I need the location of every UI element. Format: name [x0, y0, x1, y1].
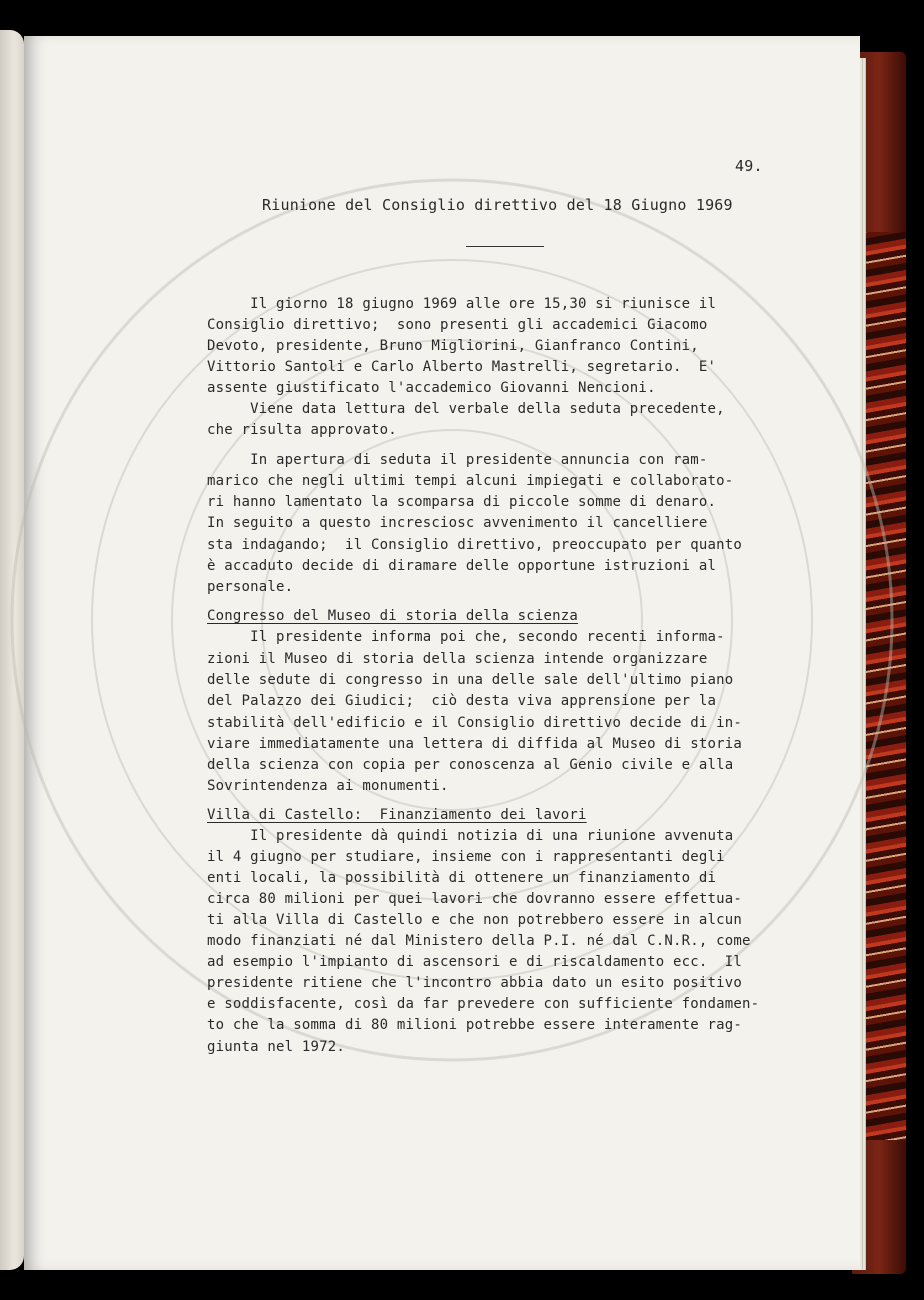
body-line: circa 80 milioni per quei lavori che dovranno essere effettua-	[207, 891, 742, 907]
body-line: modo finanziati né dal Ministero della P.I. né dal C.N.R., come	[207, 933, 751, 949]
body-line: sta indagando; il Consiglio direttivo, preoccupato per quanto	[207, 537, 742, 553]
body-line: Il presidente dà quindi notizia di una riunione avvenuta	[207, 828, 734, 844]
body-line: delle sedute di congresso in una delle sale dell'ultimo piano	[207, 672, 734, 688]
document-title: Riunione del Consiglio direttivo del 18 Giugno 1969	[262, 196, 733, 214]
body-line: è accaduto decide di diramare delle opportune istruzioni al	[207, 558, 717, 574]
adjacent-page-edge	[0, 30, 24, 1270]
body-line: che risulta approvato.	[207, 422, 397, 438]
body-line: personale.	[207, 579, 294, 595]
body-line: il 4 giugno per studiare, insieme con i rappresentanti degli	[207, 849, 725, 865]
body-line: ti alla Villa di Castello e che non potrebbero essere in alcun	[207, 912, 742, 928]
body-line: Sovrintendenza ai monumenti.	[207, 778, 449, 794]
body-line: Il giorno 18 giugno 1969 alle ore 15,30 si riunisce il	[207, 296, 717, 312]
page-number: 49.	[735, 157, 763, 175]
body-line: to che la somma di 80 milioni potrebbe essere interamente rag-	[207, 1017, 742, 1033]
body-line: Consiglio direttivo; sono presenti gli accademici Giacomo	[207, 317, 708, 333]
body-line: In apertura di seduta il presidente annuncia con ram-	[207, 452, 708, 468]
body-line: Devoto, presidente, Bruno Migliorini, Gianfranco Contini,	[207, 338, 699, 354]
body-line: enti locali, la possibilità di ottenere un finanziamento di	[207, 870, 717, 886]
body-line: e soddisfacente, così da far prevedere con sufficiente fondamen-	[207, 996, 760, 1012]
body-line: presidente ritiene che l'incontro abbia dato un esito positivo	[207, 975, 742, 991]
body-line: zioni il Museo di storia della scienza intende organizzare	[207, 651, 708, 667]
body-line: marico che negli ultimi tempi alcuni impiegati e collaborato-	[207, 473, 734, 489]
title-underline-rule	[466, 246, 544, 247]
body-line: Il presidente informa poi che, secondo recenti informa-	[207, 629, 725, 645]
body-line: della scienza con copia per conoscenza al Genio civile e alla	[207, 757, 734, 773]
body-line: del Palazzo dei Giudici; ciò desta viva apprensione per la	[207, 693, 717, 709]
section-heading: Congresso del Museo di storia della scienza	[207, 608, 579, 624]
body-line: viare immediatamente una lettera di diffida al Museo di storia	[207, 736, 742, 752]
section-heading: Villa di Castello: Finanziamento dei lavori	[207, 807, 587, 823]
body-line: assente giustificato l'accademico Giovanni Nencioni.	[207, 380, 656, 396]
body-line: ad esempio l'impianto di ascensori e di riscaldamento ecc. Il	[207, 954, 742, 970]
body-line: giunta nel 1972.	[207, 1039, 346, 1055]
body-line: ri hanno lamentato la scomparsa di piccole somme di denaro.	[207, 494, 717, 510]
body-line: Vittorio Santoli e Carlo Alberto Mastrelli, segretario. E'	[207, 359, 717, 375]
body-line: In seguito a questo incresciosc avvenimento il cancelliere	[207, 515, 708, 531]
body-line: Viene data lettura del verbale della seduta precedente,	[207, 401, 725, 417]
body-line: stabilità dell'edificio e il Consiglio direttivo decide di in-	[207, 715, 742, 731]
